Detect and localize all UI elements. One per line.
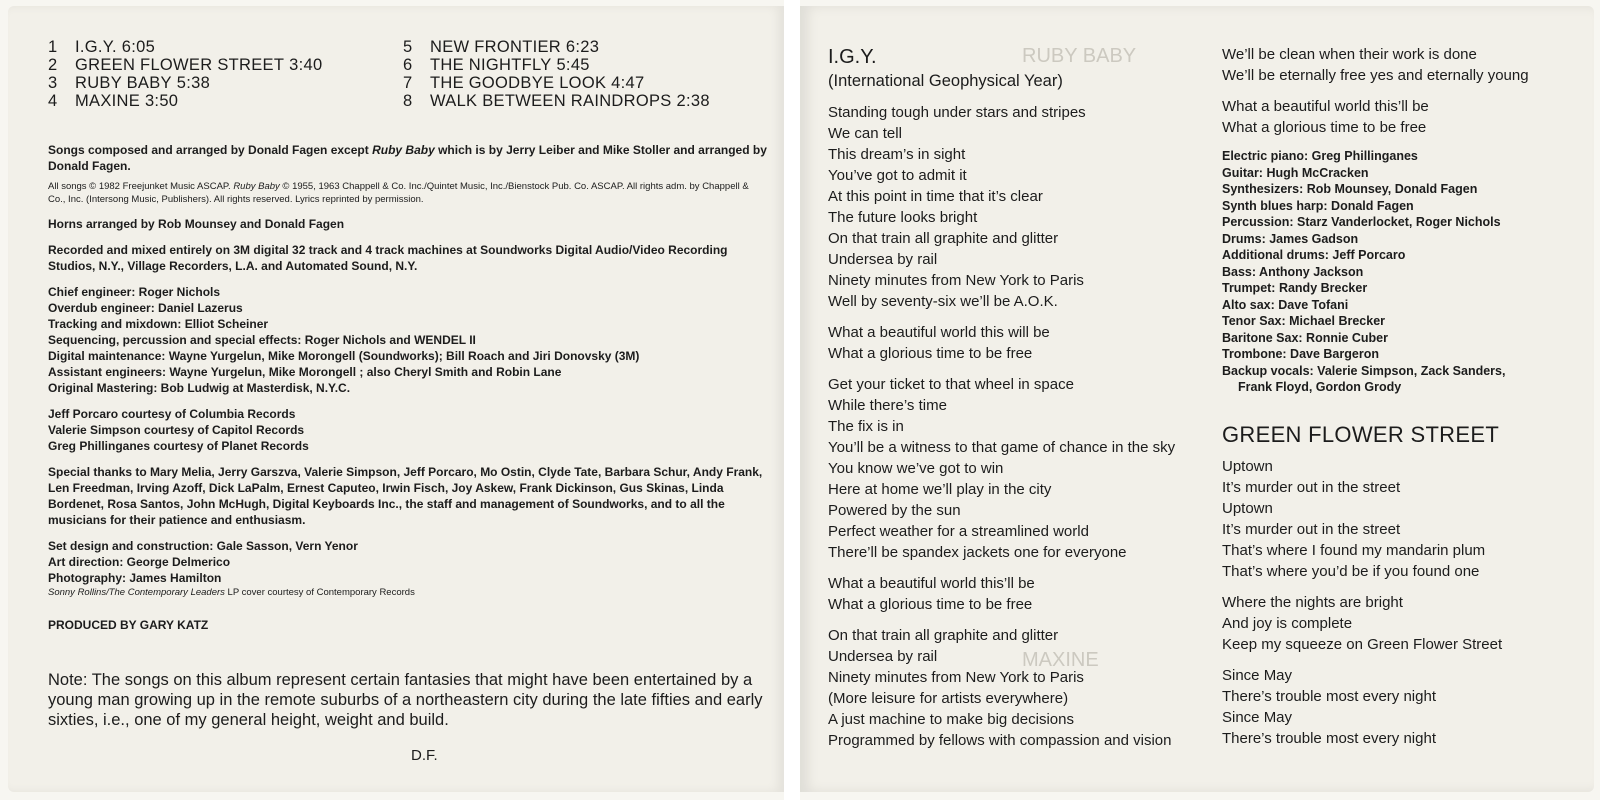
igy-lyrics-continued (1222, 44, 1582, 759)
ghost-title-ruby: RUBY BABY (1022, 45, 1137, 67)
igy-personnel: Electric piano: Greg Phillinganes Guitar: Hugh McCracken Synthesizers: Rob Mounsey, Donald Fagen Synth blues harp: Donald Fagen Percussion: Starz Vanderlocket, Roger Nichols Drums: James Gadson Additional drums: Jeff Porcaro Bass: Anthony Jackson Trumpet: Randy Brecker Alto sax: Dave Tofani Tenor Sax: Michael Brecker Baritone Sax: Ronnie Cuber Trombone: Dave Bargeron Backup vocals: Valerie Simpson, Zack Sanders, Frank Floyd, Gordon Grody (1222, 149, 1506, 394)
track-item: 1 I.G.Y. 6:05 (48, 38, 156, 56)
lyric-stanza: What a beautiful world this’ll be What a glorious time to be free (1222, 98, 1429, 136)
lyric-stanza: What a beautiful world this’ll be What a glorious time to be free (828, 575, 1035, 613)
signature: D.F. (411, 747, 438, 764)
lyric-stanza: On that train all graphite and glitter Undersea by rail Ninety minutes from New York to Paris (More leisure for artists everywhere) A just machine to make big decisions Programmed by fellows with compassion and vision (828, 627, 1172, 749)
track-item: 6 THE NIGHTFLY 5:45 (403, 56, 590, 74)
song-title: I.G.Y. (828, 46, 877, 68)
booklet-spine (784, 0, 800, 800)
song-subtitle: (International Geophysical Year) (828, 72, 1063, 90)
track-column-left (48, 38, 322, 110)
courtesy-credits: Jeff Porcaro courtesy of Columbia Records Valerie Simpson courtesy of Capitol Records Greg Phillinganes courtesy of Planet Records (48, 407, 309, 453)
special-thanks: Special thanks to Mary Melia, Jerry Garszva, Valerie Simpson, Jeff Porcaro, Mo Ostin, Clyde Tate, Barbara Schur, Andy Frank, Len Freedman, Irving Azoff, Dick LaPalm, Ernest Caputeo, Irwin Fisch, Joy Askew, Frank Dickinson, Gus Skinas, Linda Bordenet, Rosa Santos, John McHugh, Digital Keyboards Inc., the staff and management of Soundworks, and to all the musicians for their patience and enthusiasm. (48, 465, 763, 527)
track-item: 7 THE GOODBYE LOOK 4:47 (403, 74, 645, 92)
engineer-credits: Chief engineer: Roger Nichols Overdub engineer: Daniel Lazerus Tracking and mixdown: Elliot Scheiner Sequencing, percussion and special effects: Roger Nichols and WENDEL II Digital maintenance: Wayne Yurgelun, Mike Morongell (Soundworks); Bill Roach and Jiri Donovsky (3M) Assistant engineers: Wayne Yurgelun, Mike Morongell ; also Cheryl Smith and Robin Lane Original Mastering: Bob Ludwig at Masterdisk, N.Y.C. (48, 285, 640, 395)
lyric-stanza: Since May There’s trouble most every night Since May There’s trouble most every night (1222, 666, 1436, 747)
lyric-stanza: Standing tough under stars and stripes We can tell This dream’s in sight You’ve got to admit it At this point in time that it’s clear The future looks bright On that train all graphite and glitter Undersea by rail Ninety minutes from New York to Paris Well by seventy-six we’ll be A.O.K. (828, 104, 1086, 310)
track-item: 3 RUBY BABY 5:38 (48, 74, 211, 92)
lyric-stanza: Get your ticket to that wheel in space While there’s time The fix is in You’ll be a witness to that game of chance in the sky You know we’ve got to win Here at home we’ll play in the city Powered by the sun Perfect weather for a streamlined world There’ll be spandex jackets one for everyone (828, 376, 1176, 561)
lyric-stanza: We’ll be clean when their work is done We’ll be eternally free yes and eternally young (1222, 46, 1529, 84)
producer-credit: PRODUCED BY GARY KATZ (48, 618, 209, 632)
igy-lyrics (828, 44, 1208, 761)
ghost-title-maxine: MAXINE (1022, 649, 1099, 671)
track-item: 4 MAXINE 3:50 (48, 92, 179, 110)
track-item: 5 NEW FRONTIER 6:23 (403, 38, 600, 56)
lyric-stanza: Uptown It’s murder out in the street Uptown It’s murder out in the street That’s where I found my mandarin plum That’s where you’d be if you found one (1222, 457, 1486, 580)
liner-note: Note: The songs on this album represent certain fantasies that might have been entertained by a young man growing up in the remote suburbs of a northeastern city during the late fifties and early sixties, i.e., one of my general height, weight and build. (48, 671, 763, 729)
lyric-stanza: What a beautiful world this will be What a glorious time to be free (828, 324, 1050, 362)
track-item: 2 GREEN FLOWER STREET 3:40 (48, 56, 323, 74)
design-credits: Set design and construction: Gale Sasson, Vern Yenor Art direction: George Delmerico Photography: James Hamilton Sonny Rollins/The Contemporary Leaders LP cover courtesy of Contemporary Records (48, 538, 768, 599)
horns-credit: Horns arranged by Rob Mounsey and Donald Fagen (48, 217, 345, 231)
booklet-left-page (8, 6, 784, 792)
album-credits (48, 142, 768, 643)
copyright-notice: All songs © 1982 Freejunket Music ASCAP. Ruby Baby © 1955, 1963 Chappell & Co. Inc./Quintet Music, Inc./Bienstock Pub. Co. ASCAP. All rights adm. by Chappell & Co., Inc. (Intersong Music, Publishers). All rights reserved. Lyrics reprinted by permission. (48, 181, 749, 205)
song-title: GREEN FLOWER STREET (1222, 421, 1500, 447)
composer-credit: Songs composed and arranged by Donald Fagen except Ruby Baby which is by Jerry Leiber and Mike Stoller and arranged by Donald Fagen. All songs © 1982 Freejunket Music ASCAP. Ruby Baby © 1955, 1963 Chappell & Co. Inc./Quintet Music, Inc./Bienstock Pub. Co. ASCAP. All rights adm. by Chappell & Co., Inc. (Intersong Music, Publishers). All rights reserved. Lyrics reprinted by permission. (48, 143, 767, 205)
lyric-stanza: Where the nights are bright And joy is complete Keep my squeeze on Green Flower Street (1222, 593, 1503, 653)
track-item: 8 WALK BETWEEN RAINDROPS 2:38 (403, 92, 710, 110)
booklet-right-page (800, 6, 1594, 792)
cover-credit: Sonny Rollins/The Contemporary Leaders LP cover courtesy of Contemporary Records (48, 587, 415, 598)
track-column-right (403, 38, 710, 110)
recording-credit: Recorded and mixed entirely on 3M digital 32 track and 4 track machines at Soundworks Digital Audio/Video Recording Studios, N.Y., Village Recorders, L.A. and Automated Sound, N.Y. (48, 243, 728, 273)
